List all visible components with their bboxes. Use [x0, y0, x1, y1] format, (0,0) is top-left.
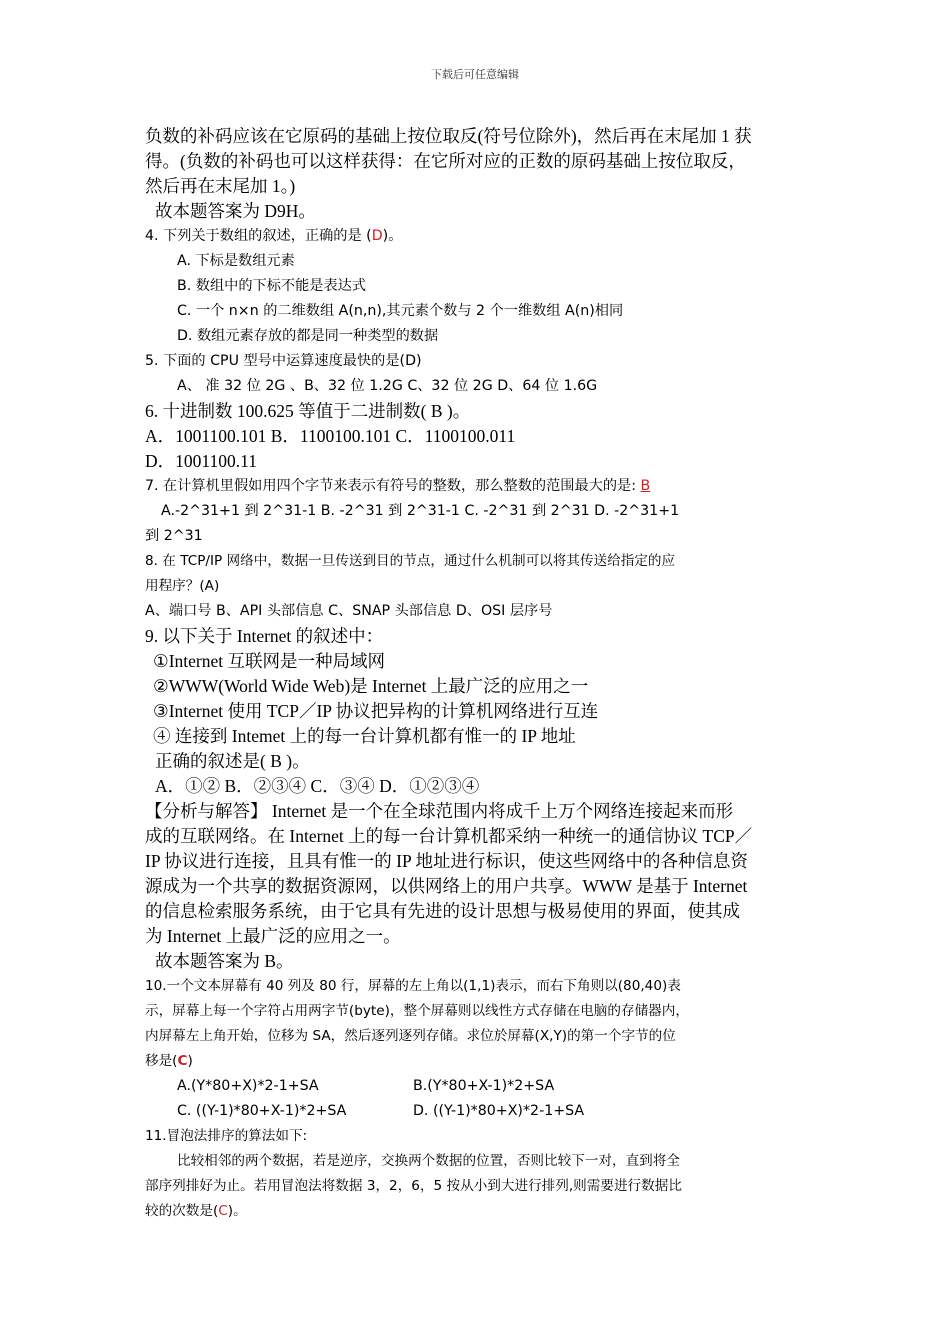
- question-10-options: [145, 1099, 813, 1124]
- question-stem: 4. 下列关于数组的叙述，正确的是 (: [145, 228, 372, 244]
- analysis-line: 源成为一个共享的数据资源网，以供网络上的用户共享。WWW 是基于 Internet: [145, 876, 748, 896]
- paragraph-line: 负数的补码应该在它原码的基础上按位取反(符号位除外)，然后再在末尾加 1 获: [145, 126, 752, 146]
- question-10: 内屏幕左上角开始，位移为 SA，然后逐列逐列存储。求位於屏幕(X,Y)的第一个字节的位: [145, 1028, 676, 1044]
- question-7-options: 到 2^31: [145, 528, 203, 544]
- question-10: [145, 1049, 813, 1074]
- question-9: 9. 以下关于 Internet 的叙述中：: [145, 626, 384, 646]
- question-7-options: A.-2^31+1 到 2^31-1 B. -2^31 到 2^31-1 C. -2^31 到 2^31 D. -2^31+1: [161, 503, 680, 519]
- question-10: 示，屏幕上每一个字符占用两字节(byte)，整个屏幕则以线性方式存储在电脑的存储器内，: [145, 1003, 689, 1019]
- question-9-prompt: 正确的叙述是( B )。: [155, 751, 310, 771]
- analysis-line: 的信息检索服务系统，由于它具有先进的设计思想与极易使用的界面，使其成: [145, 901, 740, 921]
- answer-mark: C: [218, 1203, 228, 1219]
- analysis-line: IP 协议进行连接，且具有惟一的 IP 地址进行标识，使这些网络中的各种信息资: [145, 851, 748, 871]
- question-7: [145, 474, 813, 499]
- statement-2: ②WWW(World Wide Web)是 Internet 上最广泛的应用之一: [153, 676, 589, 696]
- question-close: ): [187, 1053, 193, 1069]
- question-close: )。: [382, 228, 403, 244]
- question-6-options: A．1001100.101 B．1100100.101 C．1100100.011: [145, 426, 516, 446]
- paragraph-line: 得。(负数的补码也可以这样获得：在它所对应的正数的原码基础上按位取反，: [145, 151, 746, 171]
- page-header: 下载后可任意编辑: [431, 68, 519, 81]
- option-d: D. ((Y-1)*80+X)*2-1+SA: [413, 1103, 585, 1119]
- option-d: D. 数组元素存放的都是同一种类型的数据: [177, 328, 439, 344]
- option-c: C. ((Y-1)*80+X-1)*2+SA: [177, 1103, 347, 1119]
- question-stem: 移是(: [145, 1053, 178, 1069]
- question-8: 8. 在 TCP/IP 网络中，数据一旦传送到目的节点，通过什么机制可以将其传送给指定的应: [145, 553, 676, 569]
- question-8: 用程序？(A): [145, 578, 220, 594]
- paragraph-line: 然后再在末尾加 1。): [145, 176, 296, 196]
- question-11: [145, 1199, 813, 1224]
- question-11: 11.冒泡法排序的算法如下:: [145, 1128, 308, 1144]
- question-10-options: [145, 1074, 813, 1099]
- answer-mark: B: [640, 478, 651, 494]
- question-9-options: A．①② B．②③④ C．③④ D．①②③④: [155, 776, 480, 796]
- question-6: 6. 十进制数 100.625 等值于二进制数( B )。: [145, 401, 471, 421]
- analysis-line: 为 Internet 上最广泛的应用之一。: [145, 926, 401, 946]
- question-5-options: A、 准 32 位 2G 、B、32 位 1.2G C、32 位 2G D、64 位 1.6G: [177, 378, 598, 394]
- question-8-options: A、端口号 B、API 头部信息 C、SNAP 头部信息 D、OSI 层序号: [145, 603, 553, 619]
- statement-1: ①Internet 互联网是一种局域网: [153, 651, 385, 671]
- option-b: B.(Y*80+X-1)*2+SA: [413, 1078, 555, 1094]
- statement-4: ④ 连接到 Intemet 上的每一台计算机都有惟一的 IP 地址: [153, 726, 576, 746]
- question-11: 部序列排好为止。若用冒泡法将数据 3，2，6，5 按从小到大进行排列,则需要进行数据比: [145, 1178, 682, 1194]
- option-c: C. 一个 n×n 的二维数组 A(n,n),其元素个数与 2 个一维数组 A(n)相同: [177, 303, 624, 319]
- answer-mark: C: [177, 1053, 188, 1069]
- question-stem: 较的次数是(: [145, 1203, 219, 1219]
- statement-3: ③Internet 使用 TCP／IP 协议把异构的计算机网络进行互连: [153, 701, 599, 721]
- question-stem: 7. 在计算机里假如用四个字节来表示有符号的整数，那么整数的范围最大的是:: [145, 478, 641, 494]
- answer-mark: D: [371, 228, 383, 244]
- answer-line: 故本题答案为 B。: [155, 951, 294, 971]
- option-b: B. 数组中的下标不能是表达式: [177, 278, 367, 294]
- analysis-line: 成的互联网络。在 Internet 上的每一台计算机都采纳一种统一的通信协议 TCP／: [145, 826, 753, 846]
- question-close: )。: [227, 1203, 247, 1219]
- analysis-line: 【分析与解答】 Internet 是一个在全球范围内将成千上万个网络连接起来而形: [145, 801, 734, 821]
- option-a: A. 下标是数组元素: [177, 253, 295, 269]
- question-10: 10.一个文本屏幕有 40 列及 80 行，屏幕的左上角以(1,1)表示，而右下角则以(80,40)表: [145, 978, 681, 994]
- document-body: [145, 124, 813, 1224]
- question-6-options: D．1001100.11: [145, 451, 257, 471]
- question-5: 5. 下面的 CPU 型号中运算速度最快的是(D): [145, 353, 422, 369]
- question-11: 比较相邻的两个数据，若是逆序，交换两个数据的位置，否则比较下一对，直到将全: [177, 1153, 680, 1169]
- option-a: A.(Y*80+X)*2-1+SA: [177, 1078, 319, 1094]
- answer-line: 故本题答案为 D9H。: [155, 201, 316, 221]
- question-4: [145, 224, 813, 249]
